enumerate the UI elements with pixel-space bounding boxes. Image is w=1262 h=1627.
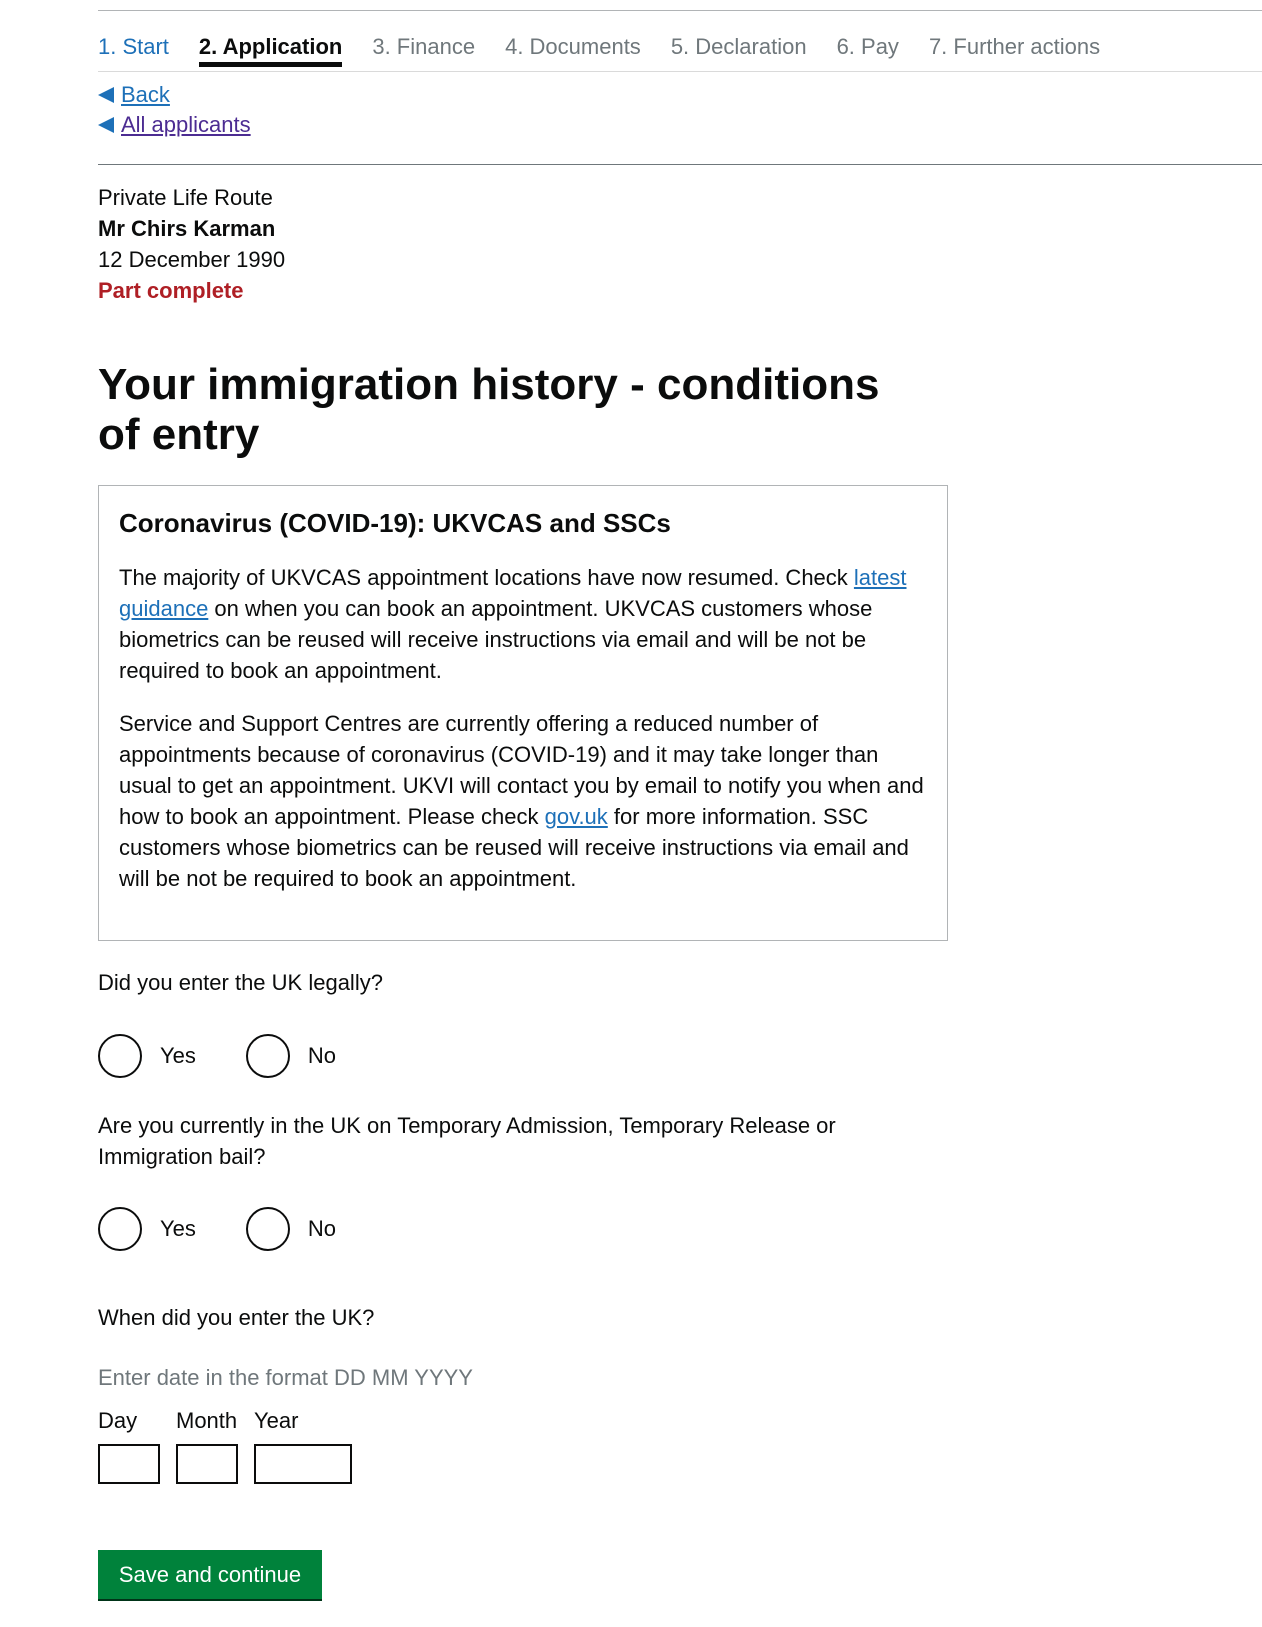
route-name: Private Life Route [98,185,273,210]
notice-paragraph-2: Service and Support Centres are currently offering a reduced number of appointments because of coronavirus (COVID-19) and it may take longer than usual to get an appointment. UKVI will contact you by email to notify you when and how to book an appointment. Please check gov.uk for more information. SSC customers whose biometrics can be reused will receive instructions via email and will be not be required to book an appointment. [119,711,924,891]
radio-circle[interactable] [98,1034,142,1078]
year-input[interactable] [254,1444,352,1484]
page-title: Your immigration history - conditions of entry [98,360,880,459]
applicant-name: Mr Chirs Karman [98,216,276,241]
all-applicants-link-row [98,112,251,138]
month-label: Month [176,1408,238,1433]
entered-legally-no-radio[interactable] [246,1034,336,1078]
month-field-group [176,1408,238,1484]
step-finance: 3. Finance [372,34,476,59]
radio-label: Yes [160,1043,196,1068]
month-input[interactable] [176,1444,238,1484]
year-field-group [254,1408,352,1484]
temporary-admission-yes-radio[interactable] [98,1207,196,1251]
covid-notice [98,485,948,941]
steps-divider [98,71,1262,72]
year-label: Year [254,1408,299,1433]
question-entered-legally: Did you enter the UK legally? [98,970,383,995]
question-entry-date: When did you enter the UK? [98,1305,375,1330]
radio-circle[interactable] [246,1034,290,1078]
back-arrow-icon [98,87,114,103]
temporary-admission-radios [98,1207,386,1251]
step-start[interactable]: 1. Start [98,34,169,59]
radio-label: No [307,1216,337,1241]
step-further-actions: 7. Further actions [928,34,1101,59]
temporary-admission-no-radio[interactable] [246,1207,336,1251]
entered-legally-radios [98,1034,386,1078]
step-pay: 6. Pay [836,34,899,59]
status-badge: Part complete [98,278,244,303]
top-divider [98,10,1262,11]
gov-uk-link[interactable]: gov.uk [544,804,608,829]
latest-guidance-link[interactable]: latest guidance [119,565,907,621]
step-application[interactable]: 2. Application [199,34,342,67]
date-format-hint: Enter date in the format DD MM YYYY [98,1365,473,1390]
radio-circle[interactable] [246,1207,290,1251]
back-arrow-icon [98,117,114,133]
radio-circle[interactable] [98,1207,142,1251]
section-divider [98,164,1262,165]
day-input[interactable] [98,1444,160,1484]
radio-label: Yes [160,1216,196,1241]
save-and-continue-button[interactable]: Save and continue [98,1550,322,1599]
applicant-dob: 12 December 1990 [98,247,286,272]
all-applicants-link[interactable]: All applicants [121,112,251,137]
entered-legally-yes-radio[interactable] [98,1034,196,1078]
step-declaration: 5. Declaration [670,34,807,59]
question-temporary-admission: Are you currently in the UK on Temporary Admission, Temporary Release or Immigration bail? [98,1113,836,1169]
back-link[interactable]: Back [121,82,170,107]
entry-date-fields [98,1408,352,1484]
step-documents: 4. Documents [505,34,641,59]
applicant-summary [98,182,285,306]
notice-heading: Coronavirus (COVID-19): UKVCAS and SSCs [119,508,671,538]
radio-label: No [307,1043,337,1068]
day-field-group [98,1408,160,1484]
notice-paragraph-1: The majority of UKVCAS appointment locations have now resumed. Check latest guidance on when you can book an appointment. UKVCAS customers whose biometrics can be reused will receive instructions via email and will be not be required to book an appointment. [119,565,907,683]
back-link-row [98,82,170,108]
day-label: Day [98,1408,138,1433]
progress-steps [98,34,1100,67]
